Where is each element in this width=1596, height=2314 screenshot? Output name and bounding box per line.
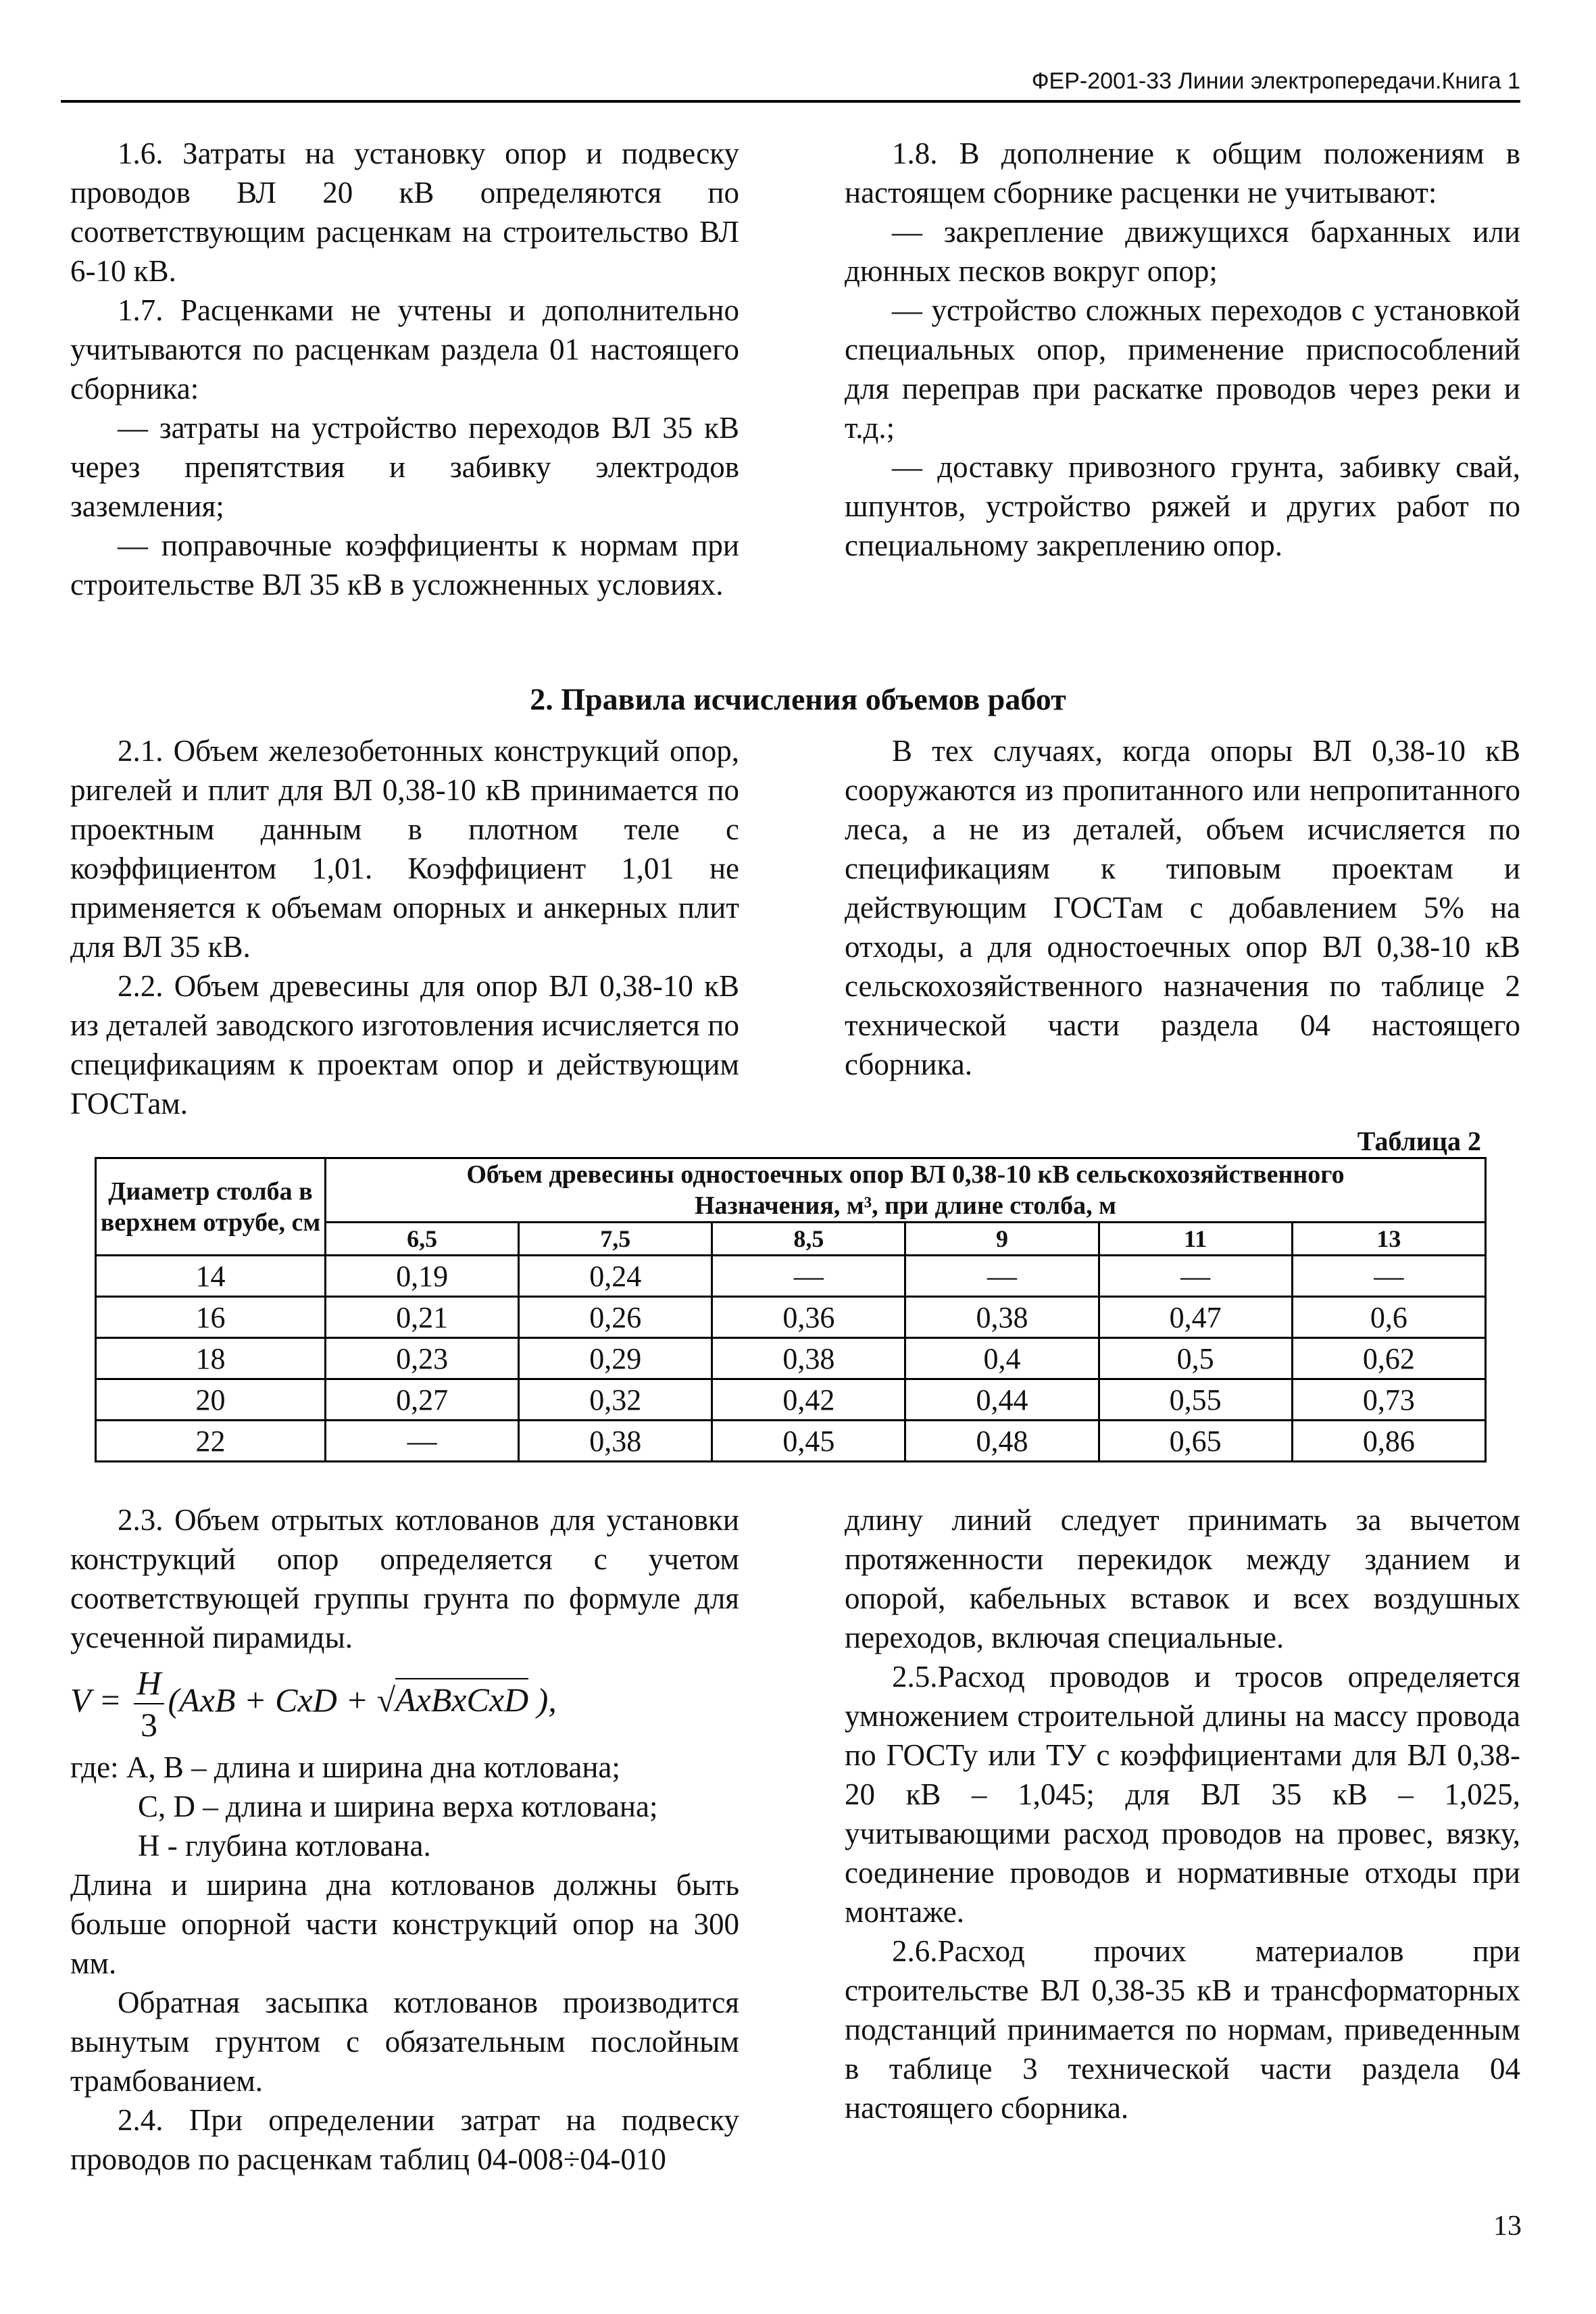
formula-numerator: H [134, 1663, 164, 1704]
formula-lhs: V = [70, 1681, 122, 1719]
table-cell: 0,42 [712, 1379, 905, 1421]
table-header-volume [326, 1158, 1486, 1223]
table-header-length: 6,5 [326, 1223, 519, 1256]
table-cell: 0,47 [1099, 1297, 1292, 1338]
paragraph-backfill: Обратная засыпка котлованов производится вынутым грунтом с обязательным послойным трамбованием. [70, 1986, 739, 2098]
table-row [96, 1421, 1486, 1462]
paragraph-2-1: 2.1. Объем железобетонных конструкций опор, ригелей и плит для ВЛ 0,38-10 кВ принимается по проектным данным в плотном теле с коэффициентом 1,01. Коэффициент 1,01 не применяется к объемам опорных и анкерных плит для ВЛ 35 кВ. [70, 734, 739, 964]
paragraph-1-7-item2: — поправочные коэффициенты к нормам при строительстве ВЛ 35 кВ в усложненных условиях. [70, 528, 739, 601]
table-header-diameter: Диаметр столба в верхнем отрубе, см [96, 1158, 326, 1256]
running-header: ФЕР-2001-33 Линии электропередачи.Книга 1 [61, 66, 1520, 103]
table-cell: — [712, 1256, 905, 1297]
paragraph-2-4-cont: длину линий следует принимать за вычетом протяженности перекидок между зданием и опорой, кабельных вставок и всех воздушных переходов, включая специальные. [845, 1503, 1520, 1654]
table-cell: 0,6 [1292, 1297, 1485, 1338]
page-number: 13 [1493, 2211, 1522, 2242]
paragraph-2-6: 2.6.Расход прочих материалов при строительстве ВЛ 0,38-35 кВ и трансформаторных подстанций принимается по нормам, приведенным в таблице 3 технической части раздела 04 настоящего сборника. [845, 1934, 1520, 2125]
paragraph-2-4: 2.4. При определении затрат на подвеску проводов по расценкам таблиц 04-008÷04-010 [70, 2103, 739, 2176]
table-row [96, 1338, 1486, 1379]
section1-left-column [70, 134, 739, 604]
table-cell: 0,62 [1292, 1338, 1485, 1379]
table-header-length: 13 [1292, 1223, 1485, 1256]
table-cell: 0,21 [326, 1297, 519, 1338]
table-cell: 0,45 [712, 1421, 905, 1462]
table-cell: 0,24 [519, 1256, 712, 1297]
table-cell: 22 [96, 1421, 326, 1462]
where-line-1: где: А, В – длина и ширина дна котлована; [70, 1750, 620, 1784]
table-cell: 0,38 [712, 1338, 905, 1379]
section2-right-column [845, 731, 1520, 1084]
table-cell: 20 [96, 1379, 326, 1421]
formula-sqrt-body: AxBxCxD [395, 1678, 528, 1719]
table-cell: 18 [96, 1338, 326, 1379]
table-row [96, 1379, 1486, 1421]
table-cell: 0,38 [905, 1297, 1099, 1338]
section1-right-column [845, 134, 1520, 565]
table-cell: 0,23 [326, 1338, 519, 1379]
table-cell: 0,48 [905, 1421, 1099, 1462]
paragraph-2-2-cont: В тех случаях, когда опоры ВЛ 0,38-10 кВ сооружаются из пропитанного или непропитанного леса, а не из деталей, объем исчисляется по спецификациям к типовым проектам и действующим ГОСТам с добавлением 5% на отходы, а для одностоечных опор ВЛ 0,38-10 кВ сельскохозяйственного назначения по таблице 2 технической части раздела 04 настоящего сборника. [845, 734, 1520, 1081]
table-cell: 0,19 [326, 1256, 519, 1297]
paragraph-2-5: 2.5.Расход проводов и тросов определяется умножением строительной длины на массу провода по ГОСТу или ТУ с коэффициентами для ВЛ 0,38-20 кВ – 1,045; для ВЛ 35 кВ – 1,025, учитывающими расход проводов на провес, вязку, соединение проводов и нормативные отходы при монтаже. [845, 1660, 1520, 1929]
table-cell: 0,36 [712, 1297, 905, 1338]
section3-right-column [845, 1500, 1520, 2127]
table-cell: 14 [96, 1256, 326, 1297]
table-cell: 0,73 [1292, 1379, 1485, 1421]
formula-fraction [134, 1663, 164, 1745]
table-cell: 0,38 [519, 1421, 712, 1462]
formula-body-b: ), [528, 1681, 557, 1719]
formula-body-a: (AxB + CxD + [168, 1681, 377, 1719]
table-cell: 0,27 [326, 1379, 519, 1421]
table-header-length: 8,5 [712, 1223, 905, 1256]
paragraph-1-8-item3: — доставку привозного грунта, забивку свай, шпунтов, устройство ряжей и других работ по специальному закреплению опор. [845, 450, 1520, 562]
table-header-volume-line1: Объем древесины одностоечных опор ВЛ 0,38-10 кВ сельскохозяйственного [466, 1160, 1345, 1189]
volume-formula [70, 1663, 739, 1745]
table-row [96, 1256, 1486, 1297]
table-cell: — [1292, 1256, 1485, 1297]
table-cell: 0,5 [1099, 1338, 1292, 1379]
paragraph-2-2: 2.2. Объем древесины для опор ВЛ 0,38-10 кВ из деталей заводского изготовления исчисляется по спецификациям к проектам опор и действующим ГОСТам. [70, 969, 739, 1121]
table-cell: 0,4 [905, 1338, 1099, 1379]
paragraph-2-3: 2.3. Объем отрытых котлованов для установки конструкций опор определяется с учетом соответствующей группы грунта по формуле для усеченной пирамиды. [70, 1503, 739, 1654]
paragraph-1-7: 1.7. Расценками не учтены и дополнительно учитываются по расценкам раздела 01 настоящего сборника: [70, 293, 739, 405]
table-cell: 0,86 [1292, 1421, 1485, 1462]
table-header-length: 11 [1099, 1223, 1292, 1256]
formula-denominator: 3 [140, 1706, 157, 1744]
table-cell: — [905, 1256, 1099, 1297]
wood-volume-table [95, 1157, 1487, 1462]
paragraph-1-6: 1.6. Затраты на установку опор и подвеску проводов ВЛ 20 кВ определяются по соответствующим расценкам на строительство ВЛ 6-10 кВ. [70, 137, 739, 288]
table-header-length: 9 [905, 1223, 1099, 1256]
section2-heading: 2. Правила исчисления объемов работ [530, 682, 1066, 716]
where-line-2: С, D – длина и ширина верха котлована; [138, 1790, 658, 1823]
table-header-length: 7,5 [519, 1223, 712, 1256]
section2-left-column [70, 731, 739, 1123]
table-cell: 0,29 [519, 1338, 712, 1379]
paragraph-1-8-item2: — устройство сложных переходов с установкой специальных опор, применение приспособлений для переправ при раскатке проводов через реки и т.д.; [845, 293, 1520, 445]
table-cell: — [1099, 1256, 1292, 1297]
table-cell: 0,44 [905, 1379, 1099, 1421]
table-header-volume-line2: Назначения, м³, при длине столба, м [695, 1191, 1116, 1220]
table-row [96, 1297, 1486, 1338]
table-caption: Таблица 2 [1357, 1126, 1481, 1156]
table-cell: 0,55 [1099, 1379, 1292, 1421]
paragraph-pit-size: Длина и ширина дна котлованов должны быть больше опорной части конструкций опор на 300 мм. [70, 1868, 739, 1980]
paragraph-1-7-item1: — затраты на устройство переходов ВЛ 35 кВ через препятствия и забивку электродов заземления; [70, 411, 739, 523]
paragraph-1-8: 1.8. В дополнение к общим положениям в настоящем сборнике расценки не учитывают: [845, 137, 1520, 210]
table-cell: 0,32 [519, 1379, 712, 1421]
table-cell: 0,65 [1099, 1421, 1292, 1462]
table-cell: 0,26 [519, 1297, 712, 1338]
where-line-3: Н - глубина котлована. [138, 1829, 431, 1863]
section3-left-column [70, 1500, 739, 2179]
paragraph-1-8-item1: — закрепление движущихся барханных или дюнных песков вокруг опор; [845, 215, 1520, 288]
table-cell: — [326, 1421, 519, 1462]
table-cell: 16 [96, 1297, 326, 1338]
formula-sqrt-sign: √ [376, 1681, 396, 1719]
